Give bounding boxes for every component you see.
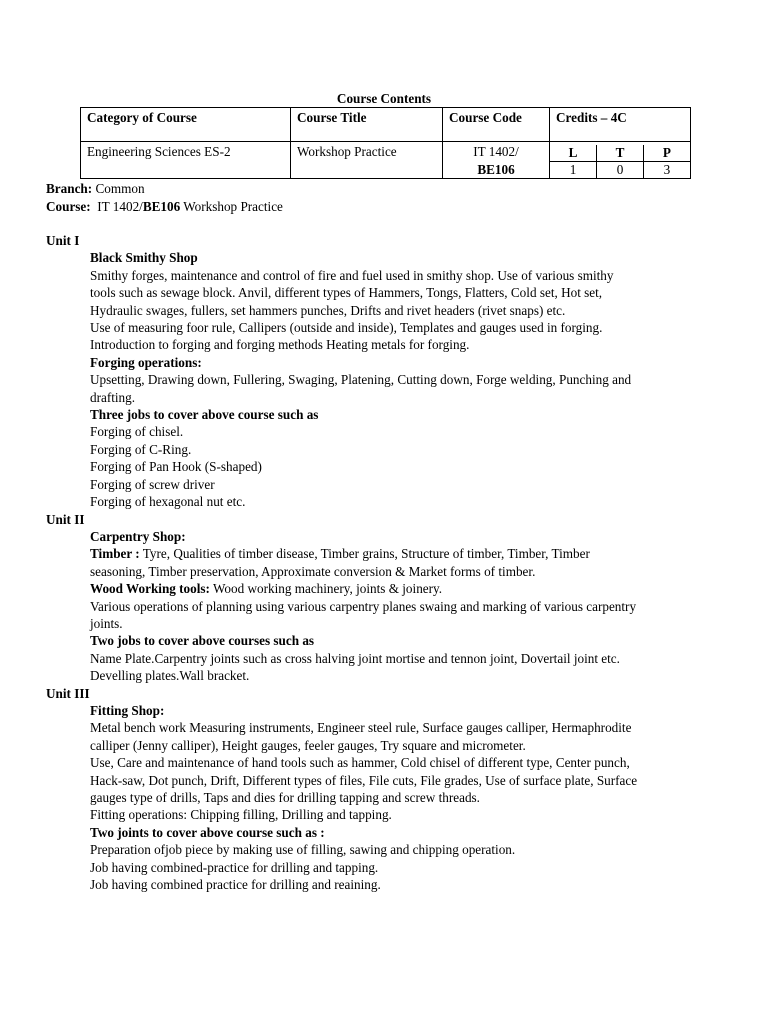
course-table-body-row <box>81 142 691 179</box>
course-code-plain: IT 1402/ <box>97 199 143 214</box>
inline-heading: Wood Working tools: <box>90 581 210 597</box>
section-heading: Fitting Shop: <box>90 702 165 718</box>
branch-label: Branch: <box>46 181 93 196</box>
branch-value: Common <box>95 181 145 196</box>
content-line: Forging of C-Ring. <box>90 441 192 457</box>
ltp-header-t: T <box>597 145 644 162</box>
content-line: Hack-saw, Dot punch, Drift, Different types of files, File cuts, File grades, Use of surface plate, Surface <box>90 772 638 788</box>
content-line: Smithy forges, maintenance and control of fire and fuel used in smithy shop. Use of various smithy <box>90 267 614 283</box>
content-line <box>90 545 726 562</box>
ltp-header-row <box>550 145 690 162</box>
content-line: Upsetting, Drawing down, Fullering, Swaging, Platening, Cutting down, Forge welding, Punching and <box>90 372 632 388</box>
course-code-line1: IT 1402/ <box>473 144 519 159</box>
ltp-value-t: 0 <box>597 162 644 179</box>
category-value: Engineering Sciences ES-2 <box>87 144 231 159</box>
content-line: Fitting operations: Chipping filling, Drilling and tapping. <box>90 807 392 823</box>
category-cell <box>81 142 291 179</box>
content-line: calliper (Jenny calliper), Height gauges, feeler gauges, Try square and micrometer. <box>90 737 526 753</box>
course-name: Workshop Practice <box>183 199 283 214</box>
ltp-value-row <box>550 162 690 179</box>
ltp-value-l: 1 <box>550 162 597 179</box>
content-line: Forging of Pan Hook (S-shaped) <box>90 459 262 475</box>
content-line: gauges type of drills, Taps and dies for drilling tapping and screw threads. <box>90 790 480 805</box>
unit-label: Unit II <box>46 511 85 527</box>
content-line: Job having combined practice for drilling and reaining. <box>90 877 381 893</box>
content-line: Forging of screw driver <box>90 476 215 492</box>
content-line: Various operations of planning using various carpentry planes swaing and marking of various carpentry <box>90 598 637 614</box>
content-line: Metal bench work Measuring instruments, Engineer steel rule, Surface gauges calliper, Hermaphrodite <box>90 720 632 736</box>
content-line: Use, Care and maintenance of hand tools such as hammer, Cold chisel of different type, Center punch, <box>90 755 630 771</box>
inline-text: Wood working machinery, joints & joinery. <box>209 581 443 597</box>
course-line <box>46 198 283 215</box>
section-heading: Three jobs to cover above course such as <box>90 407 319 423</box>
content-line: Name Plate.Carpentry joints such as cross halving joint mortise and tennon joint, Dovertail joint etc. <box>90 650 620 666</box>
course-code-bold: BE106 <box>142 199 181 214</box>
course-table-header-row <box>81 108 691 142</box>
content-line: drafting. <box>90 389 136 405</box>
unit-label: Unit I <box>46 233 80 248</box>
unit-content <box>46 528 726 685</box>
branch-line <box>46 180 145 197</box>
content-line: Forging of chisel. <box>90 424 184 440</box>
ltp-value-p: 3 <box>643 162 690 179</box>
header-cell-credits <box>550 108 691 142</box>
unit-content <box>46 249 726 510</box>
section-heading: Carpentry Shop: <box>90 528 186 544</box>
inline-text: Tyre, Qualities of timber disease, Timber grains, Structure of timber, Timber, Timber <box>139 546 590 562</box>
section-heading: Two joints to cover above course such as : <box>90 824 325 840</box>
unit-label: Unit III <box>46 685 90 701</box>
page-title: Course Contents <box>336 91 432 106</box>
section-heading: Two jobs to cover above courses such as <box>90 633 315 649</box>
units-container <box>46 232 726 893</box>
ltp-header-p: P <box>643 145 690 162</box>
course-title-value: Workshop Practice <box>297 144 397 159</box>
content-line: seasoning, Timber preservation, Approximate conversion & Market forms of timber. <box>90 563 536 579</box>
header-cell-code <box>443 108 550 142</box>
ltp-header-l: L <box>550 145 597 162</box>
inline-heading: Timber : <box>90 546 140 562</box>
header-cell-title <box>291 108 443 142</box>
header-title-label: Course Title <box>297 110 367 125</box>
course-title-cell <box>291 142 443 179</box>
course-code-line2: BE106 <box>477 162 515 177</box>
ltp-table <box>550 145 690 178</box>
header-code-label: Course Code <box>449 110 522 125</box>
course-table <box>80 107 691 179</box>
content-line: Forging of hexagonal nut etc. <box>90 494 246 510</box>
content-line: Hydraulic swages, fullers, set hammers punches, Drifts and rivet headers (rivet snaps) etc. <box>90 302 566 318</box>
content-line: Use of measuring foor rule, Callipers (outside and inside), Templates and gauges used in forging. <box>90 320 603 336</box>
content-line <box>90 580 726 597</box>
section-heading: Black Smithy Shop <box>90 250 198 266</box>
section-heading: Forging operations: <box>90 354 202 370</box>
course-label: Course: <box>46 199 91 214</box>
credits-cell <box>550 142 691 179</box>
content-line: Preparation ofjob piece by making use of filling, sawing and chipping operation. <box>90 842 516 858</box>
content-line: Introduction to forging and forging methods Heating metals for forging. <box>90 337 470 353</box>
content-line: Job having combined-practice for drilling and tapping. <box>90 859 379 875</box>
content-line: Develling plates.Wall bracket. <box>90 668 250 684</box>
header-category-label: Category of Course <box>87 110 197 125</box>
course-code-cell <box>443 142 550 179</box>
unit-content <box>46 702 726 893</box>
content-line: joints. <box>90 615 123 631</box>
content-line: tools such as sewage block. Anvil, different types of Hammers, Tongs, Flatters, Cold set, Hot set, <box>90 285 603 301</box>
header-cell-category <box>81 108 291 142</box>
header-credits-label: Credits – 4C <box>556 110 627 125</box>
ltp-wrapper <box>550 142 690 178</box>
